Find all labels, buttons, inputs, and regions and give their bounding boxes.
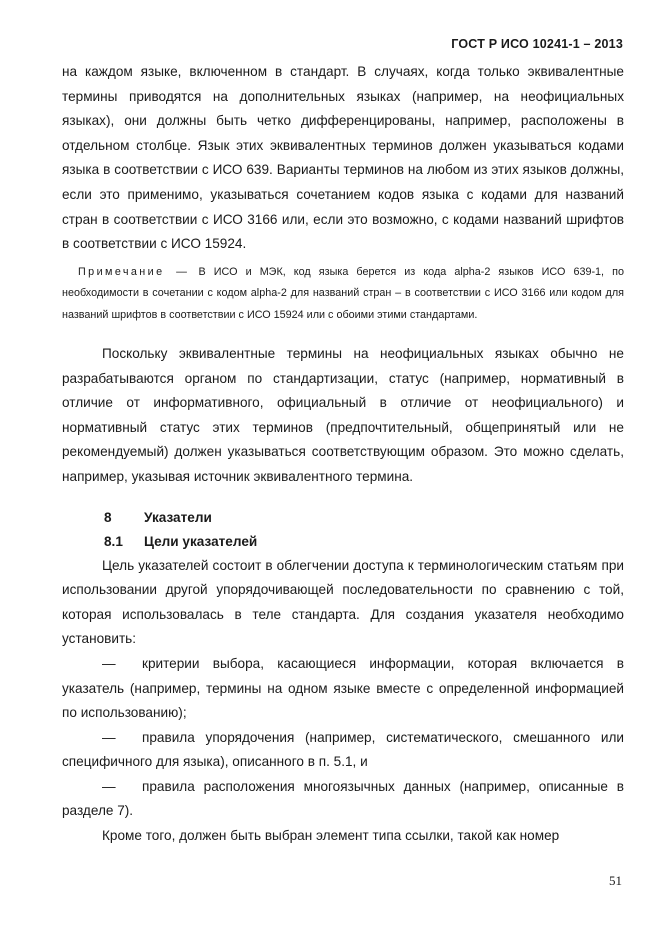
subsection-heading [62,530,624,554]
note-text: В ИСО и МЭК, код языка берется из кода alpha-2 языков ИСО 639-1, по необходимости в сочетании с кодом alpha-2 для названий стран – в соответствии с ИСО 3166 или кодом для названий шрифтов в соответствии с ИСО 15924 или с обоими этими стандартами. [62,265,624,321]
subsection-title: Цели указателей [144,533,258,549]
list-item-text: правила расположения многоязычных данных (например, описанные в разделе 7). [62,778,624,819]
paragraph-2: Поскольку эквивалентные термины на неофициальных языках обычно не разрабатываются органом по стандартизации, статус (например, нормативный в отличие от информативного, официальный в отличие от неофициального) и нормативный статус этих терминов (предпочтительный, общепринятый или не рекомендуемый) должен указываться соответствующим образом. Это можно сделать, например, указывая источник эквивалентного термина. [62,345,624,484]
paragraph-4: Кроме того, должен быть выбран элемент типа ссылки, такой как номер [102,828,560,844]
page-number: 51 [609,873,622,888]
note-label: Примечание [78,265,165,278]
list-item-text: критерии выбора, касающиеся информации, которая включается в указатель (например, термины на одном языке вместе с определенной информацией по использованию); [62,655,624,721]
list-item-text: правила упорядочения (например, систематического, смешанного или специфичного для языка), описанного в п. 5.1, и [62,729,624,770]
list-dash: — [102,655,116,671]
list-item [62,652,624,726]
note-dash: — [176,265,187,278]
list-dash: — [102,729,116,745]
section-title: Указатели [144,509,212,525]
note-paragraph [62,262,624,326]
section-number: 8 [104,509,112,525]
paragraph-1: на каждом языке, включенном в стандарт. В случаях, когда только эквивалентные термины приводятся на дополнительных языках (например, на неофициальных языках), они должны быть четко дифференцированы, например, расположены в отдельном столбце. Язык этих эквивалентных терминов должен указываться кодами языка в соответствии с ИСО 639. Варианты терминов на любом из этих языков должны, если это применимо, указываться сочетанием кодов языка с кодами для названий стран в соответствии с ИСО 3166 или, если это возможно, с кодами названий шрифтов в соответствии с ИСО 15924. [62,64,624,252]
page-content [62,60,624,849]
section-heading [62,506,624,530]
paragraph-3: Цель указателей состоит в облегчении доступа к терминологическим статьям при использовании другой упорядочивающей последовательности по сравнению с той, которая использовалась в теле стандарта. Для создания указателя необходимо установить: [62,557,624,647]
list-item [62,775,624,824]
list-item [62,726,624,775]
subsection-number: 8.1 [104,533,123,549]
document-header: ГОСТ Р ИСО 10241-1 – 2013 [451,37,623,51]
list-dash: — [102,778,116,794]
